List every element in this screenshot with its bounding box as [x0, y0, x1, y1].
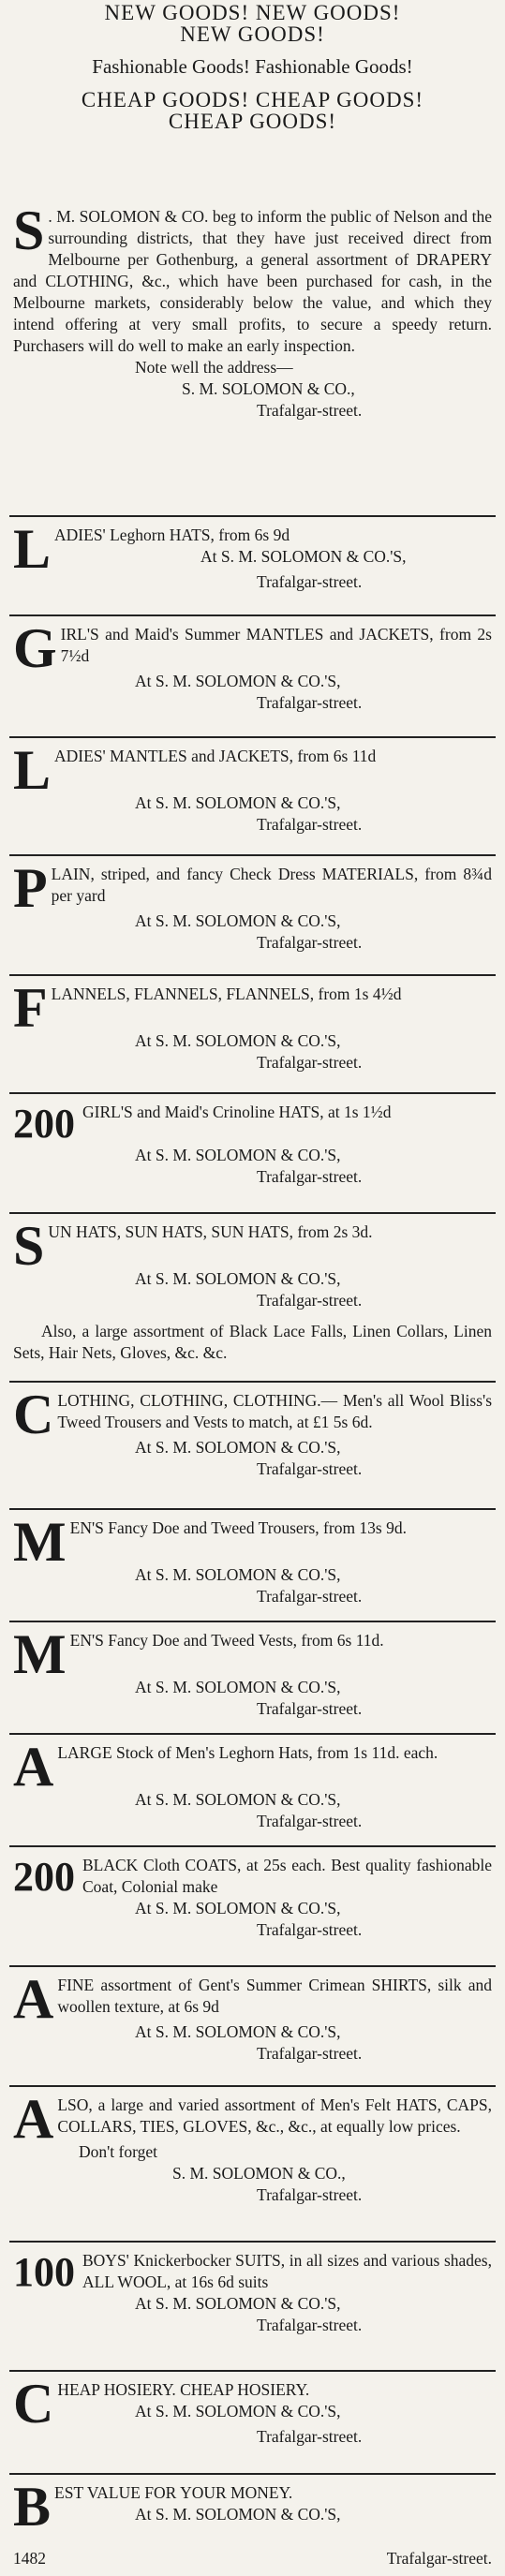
- ad-text: LANNELS, FLANNELS, FLANNELS, from 1s 4½d: [51, 985, 402, 1003]
- ad-flannels: [13, 977, 492, 1073]
- divider: [9, 2085, 496, 2087]
- ad-crinoline-hats: [13, 1102, 492, 1188]
- ad-mens-leghorn-hats: [13, 1736, 492, 1832]
- divider: [9, 1508, 496, 1510]
- numeral-cap: 200: [13, 1101, 75, 1147]
- ad-ladies-mantles: [13, 739, 492, 836]
- ad-mens-vests: [13, 1623, 492, 1720]
- ad-text: LOTHING, CLOTHING, CLOTHING.— Men's all Wool Bliss's Tweed Trousers and Vests to match, at £1 5s 6d.: [57, 1391, 492, 1431]
- ad-boys-suits: [13, 2250, 492, 2336]
- header-line-5: CHEAP GOODS!: [168, 110, 337, 133]
- drop-cap: P: [13, 857, 48, 919]
- intro-firm: S. M. SOLOMON & CO.,: [182, 379, 355, 398]
- drop-cap: L: [13, 739, 52, 801]
- numeral-cap: 200: [13, 1854, 75, 1900]
- ad-ladies-leghorn-hats: [13, 518, 492, 593]
- ad-text: BOYS' Knickerbocker SUITS, in all sizes and various shades, ALL WOOL, at 16s 6d suits: [82, 2251, 492, 2291]
- ad-text: LARGE Stock of Men's Leghorn Hats, from 1s 11d. each.: [57, 1743, 438, 1762]
- drop-cap: M: [13, 1511, 67, 1573]
- ad-street: Trafalgar-street.: [257, 2185, 363, 2204]
- divider: [9, 854, 496, 856]
- divider: [9, 736, 496, 738]
- drop-cap: A: [13, 2088, 54, 2150]
- numeral-cap: 100: [13, 2249, 75, 2295]
- header-line-1: NEW GOODS! NEW GOODS!: [104, 1, 401, 24]
- drop-cap: A: [13, 1736, 54, 1798]
- ad-address: At S. M. SOLOMON & CO.'S,: [135, 672, 341, 690]
- divider: [9, 1845, 496, 1847]
- ad-address: At S. M. SOLOMON & CO.'S,: [135, 911, 341, 930]
- ad-address: At S. M. SOLOMON & CO.'S,: [135, 1565, 341, 1584]
- divider: [9, 1965, 496, 1967]
- ad-best-value: [13, 2476, 492, 2538]
- ad-street: Trafalgar-street.: [257, 2316, 363, 2334]
- ad-firm: S. M. SOLOMON & CO.,: [172, 2164, 346, 2183]
- intro-text: . M. SOLOMON & CO. beg to inform the public of Nelson and the surrounding districts, that they have just received direct from Melbourne per Gothenburg, a general assortment of DRAPERY and CLOTHING, &c., which have been purchased for cash, in the Melbourne markets, considerably below the value, and which they intend offering at very small profits, to secure a speedy return. Purchasers will do well to make an early inspection.: [13, 207, 492, 355]
- ad-street: Trafalgar-street.: [257, 2044, 363, 2063]
- ad-text: IRL'S and Maid's Summer MANTLES and JACKETS, from 2s 7½d: [60, 625, 492, 665]
- drop-cap: S: [13, 200, 45, 261]
- intro-block: [13, 200, 492, 422]
- drop-cap: S: [13, 1215, 45, 1277]
- ad-text: EN'S Fancy Doe and Tweed Vests, from 6s 11d.: [69, 1631, 384, 1650]
- ad-address: At S. M. SOLOMON & CO.'S,: [135, 793, 341, 812]
- ad-street: Trafalgar-street.: [257, 2427, 363, 2446]
- header-line-3: Fashionable Goods! Fashionable Goods!: [92, 55, 413, 78]
- drop-cap: A: [13, 1968, 54, 2030]
- ad-text: LAIN, striped, and fancy Check Dress MATERIALS, from 8¾d per yard: [51, 865, 492, 905]
- header-line-2: NEW GOODS!: [180, 22, 325, 46]
- divider: [9, 2473, 496, 2475]
- drop-cap: C: [13, 2373, 54, 2435]
- ad-text: BLACK Cloth COATS, at 25s each. Best quality fashionable Coat, Colonial make: [82, 1856, 492, 1896]
- divider: [9, 515, 496, 517]
- intro-paragraph: [13, 200, 492, 357]
- ad-text: ADIES' Leghorn HATS, from 6s 9d: [54, 526, 290, 544]
- ad-address: At S. M. SOLOMON & CO.'S,: [135, 1269, 341, 1288]
- divider: [9, 1212, 496, 1214]
- divider: [9, 2370, 496, 2372]
- ad-address: At S. M. SOLOMON & CO.'S,: [135, 2294, 341, 2313]
- ad-street: Trafalgar-street.: [257, 693, 363, 712]
- divider: [9, 1733, 496, 1735]
- ad-cheap-hosiery: [13, 2373, 492, 2448]
- footer-line: [13, 2549, 492, 2569]
- drop-cap: L: [13, 518, 52, 580]
- ad-address: At S. M. SOLOMON & CO.'S,: [135, 1899, 341, 1917]
- ad-address: At S. M. SOLOMON & CO.'S,: [135, 1031, 341, 1050]
- ad-address: At S. M. SOLOMON & CO.'S,: [135, 2022, 341, 2041]
- divider: [9, 614, 496, 616]
- ad-crimean-shirts: [13, 1968, 492, 2065]
- ad-address: At S. M. SOLOMON & CO.'S,: [135, 1438, 341, 1457]
- ad-dress-materials: [13, 857, 492, 954]
- ad-dont-forget: Don't forget: [79, 2142, 157, 2161]
- ad-text: EST VALUE FOR YOUR MONEY.: [54, 2483, 293, 2502]
- ad-street: Trafalgar-street.: [257, 1920, 363, 1939]
- ad-address: At S. M. SOLOMON & CO.'S,: [135, 2402, 341, 2421]
- ad-text: HEAP HOSIERY. CHEAP HOSIERY.: [57, 2380, 310, 2399]
- ad-text: GIRL'S and Maid's Crinoline HATS, at 1s 1½d: [82, 1103, 392, 1121]
- ad-street: Trafalgar-street.: [257, 1291, 363, 1310]
- ad-girls-mantles: [13, 617, 492, 714]
- ad-extra-text: Also, a large assortment of Black Lace Falls, Linen Collars, Linen Sets, Hair Nets, Gloves, &c. &c.: [13, 1322, 492, 1362]
- drop-cap: M: [13, 1623, 67, 1685]
- ad-street: Trafalgar-street.: [257, 1587, 363, 1606]
- ad-text: FINE assortment of Gent's Summer Crimean SHIRTS, silk and woollen texture, at 6s 9d: [57, 1976, 492, 2016]
- ad-clothing: [13, 1384, 492, 1480]
- ad-mens-trousers: [13, 1511, 492, 1607]
- drop-cap: F: [13, 977, 48, 1039]
- ad-text: EN'S Fancy Doe and Tweed Trousers, from 13s 9d.: [69, 1518, 407, 1537]
- drop-cap: C: [13, 1384, 54, 1445]
- ad-street: Trafalgar-street.: [257, 1459, 363, 1478]
- divider: [9, 974, 496, 976]
- divider: [9, 2241, 496, 2243]
- divider: [9, 1092, 496, 1094]
- ad-sun-hats: [13, 1215, 492, 1364]
- ad-street: Trafalgar-street.: [257, 1699, 363, 1718]
- intro-note: Note well the address—: [135, 358, 293, 377]
- ad-address: At S. M. SOLOMON & CO.'S,: [201, 547, 407, 566]
- drop-cap: G: [13, 617, 57, 679]
- ad-text: LSO, a large and varied assortment of Men's Felt HATS, CAPS, COLLARS, TIES, GLOVES, &c., &c., at equally low prices.: [57, 2095, 492, 2136]
- ad-street: Trafalgar-street.: [257, 815, 363, 834]
- ad-street: Trafalgar-street.: [257, 933, 363, 952]
- intro-street: Trafalgar-street.: [257, 401, 363, 420]
- ad-address: At S. M. SOLOMON & CO.'S,: [135, 1146, 341, 1164]
- ad-address: At S. M. SOLOMON & CO.'S,: [135, 1790, 341, 1809]
- ad-address: At S. M. SOLOMON & CO.'S,: [135, 1678, 341, 1696]
- divider: [9, 1621, 496, 1622]
- ad-street: Trafalgar-street.: [257, 1053, 363, 1072]
- ad-street: Trafalgar-street.: [257, 1167, 363, 1186]
- footer-street: Trafalgar-street.: [386, 2549, 492, 2568]
- header-block: [13, 2, 492, 132]
- ad-felt-hats: [13, 2088, 492, 2206]
- ad-address: At S. M. SOLOMON & CO.'S,: [135, 2505, 341, 2524]
- header-line-4: CHEAP GOODS! CHEAP GOODS!: [81, 88, 424, 111]
- ad-text: ADIES' MANTLES and JACKETS, from 6s 11d: [54, 747, 377, 765]
- footer-number: 1482: [13, 2549, 46, 2568]
- ad-black-cloth-coats: [13, 1855, 492, 1941]
- drop-cap: B: [13, 2476, 52, 2538]
- divider: [9, 1381, 496, 1383]
- ad-street: Trafalgar-street.: [257, 572, 363, 591]
- ad-text: UN HATS, SUN HATS, SUN HATS, from 2s 3d.: [48, 1222, 373, 1241]
- ad-street: Trafalgar-street.: [257, 1812, 363, 1830]
